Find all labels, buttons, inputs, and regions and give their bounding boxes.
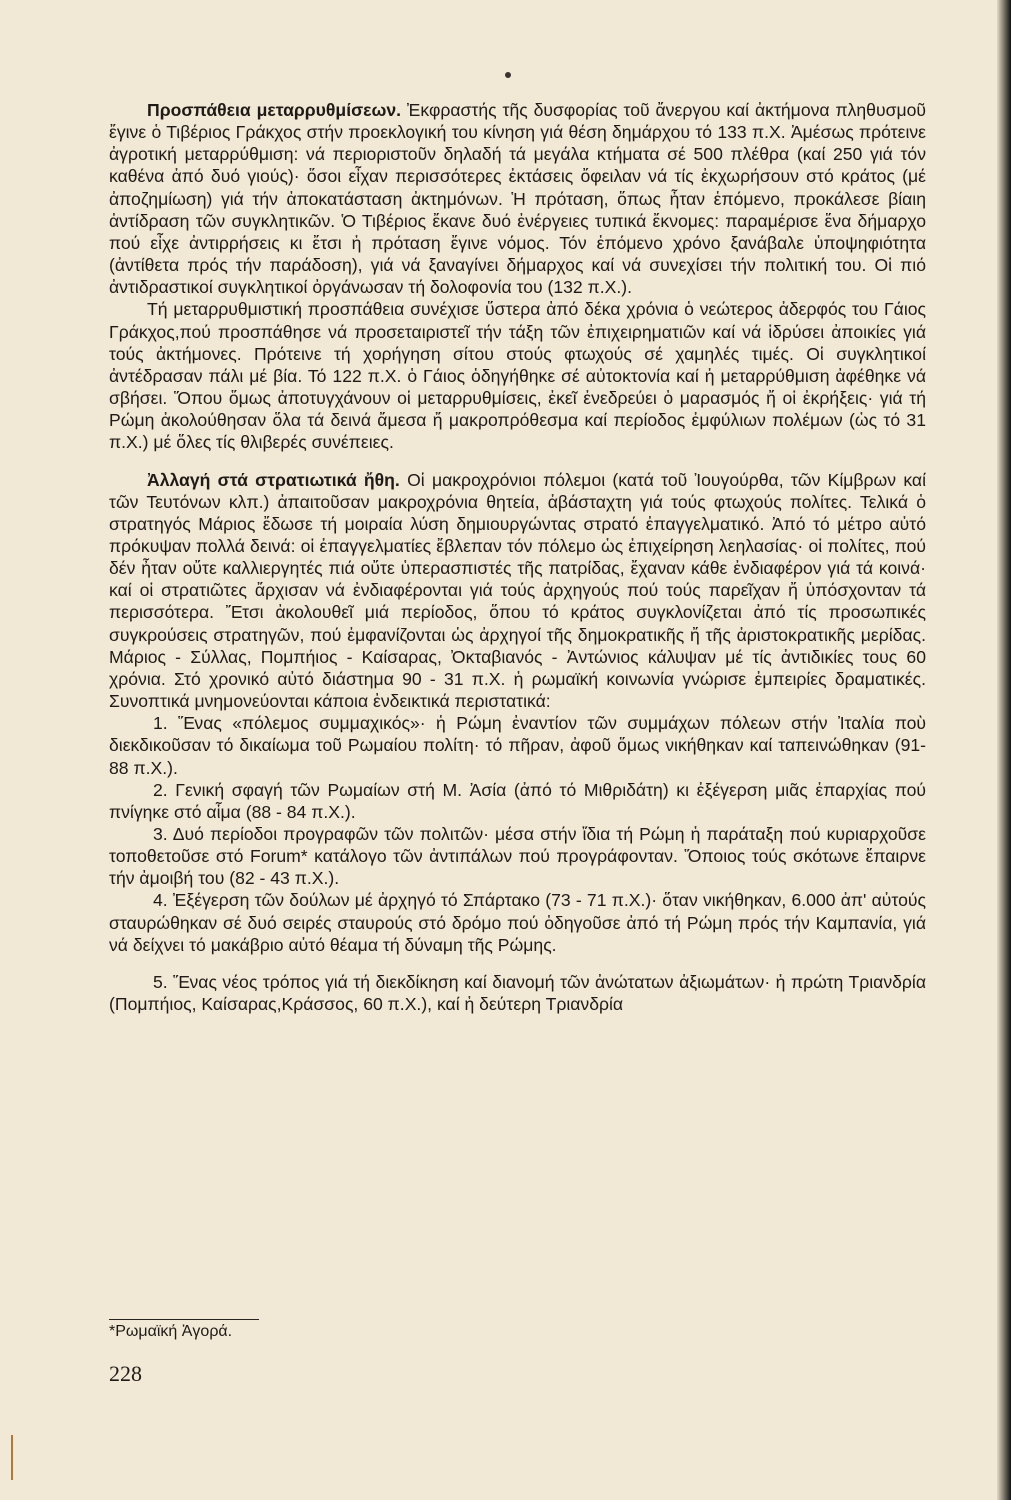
paragraph-reform-text: Ἐκφραστής τῆς δυσφορίας τοῦ ἄνεργου καί ἀκτήμονα πληθυσμοῦ ἔγινε ὁ Τιβέριος Γράκχος στήν προεκλογική του κίνηση γιά θέση δημάρχου τό 133 π.Χ. Ἀμέσως πρότεινε ἀγροτική μεταρρύθμιση: νά περιοριστοῦν δηλαδή τά μεγάλα κτήματα σέ 500 πλέθρα (καί 250 γιά τόν καθένα ἀπό δυό γιούς)· ὅσοι εἶχαν περισσότερες ἐκτάσεις ὄφειλαν νά τίς ἐκχωρήσουν στό κράτος (μέ ἀποζημίωση) γιά τήν ἀποκατάσταση ἀκτημόνων. Ἡ πρόταση, ὅπως ἦταν ἑπόμενο, προκάλεσε βίαιη ἀντίδραση τῶν συγκλητικῶν. Ὁ Τιβέριος ἔκανε δυό ἐνέργειες τυπικά ἔκνομες: παραμέρισε ἕνα δήμαρχο πού εἶχε ἀντιρρήσεις κι ἔτσι ἡ πρόταση ἔγινε νόμος. Τόν ἑπόμενο χρόνο ξανάβαλε ὑποψηφιότητα (ἀντίθετα πρός τήν παράδοση), γιά νά ξαναγίνει δήμαρχος καί νά συνεχίσει τήν πολιτική του. Οἱ πιό ἀντιδραστικοί συγκλητικοί ὀργάνωσαν τή δολοφονία του (132 π.Χ.).	[109, 100, 926, 298]
footnote: *Ρωμαϊκή Ἀγορά.	[109, 1323, 233, 1340]
list-item-4: 4. Ἐξέγερση τῶν δούλων μέ ἀρχηγό τό Σπάρτακο (73 - 71 π.Χ.)· ὅταν νικήθηκαν, 6.000 ἀπ' αὐτούς σταυρώθηκαν σέ δυό σειρές σταυρούς στό δρόμο πού ὁδηγοῦσε ἀπό τή Ρώμη πρός τήν Καμπανία, γιά νά δείχνει τό μακάβριο αὐτό θέαμα τή δύναμη τῆς Ρώμης.	[109, 890, 926, 955]
paragraph-gaius: Τή μεταρρυθμιστική προσπάθεια συνέχισε ὕστερα ἀπό δέκα χρόνια ὁ νεώτερος ἀδερφός του Γάιος Γράκχος,πού προσπάθησε νά προσεταιριστεῖ τήν τάξη τῶν ἐπιχειρηματιῶν καί νά ἱδρύσει ἀποικίες γιά τούς ἀκτήμονες. Πρότεινε τή χορήγηση σίτου στούς φτωχούς σέ χαμηλές τιμές. Οἱ συγκλητικοί ἀντέδρασαν πάλι μέ βία. Τό 122 π.Χ. ὁ Γάιος ὁδηγήθηκε σέ αὐτοκτονία καί ἡ μεταρρύθμιση ἀφέθηκε νά σβήσει. Ὅπου ὅμως ἀποτυγχάνουν οἱ μεταρρυθμίσεις, ἐκεῖ ἐνεδρεύει ὁ μαρασμός ἤ οἱ ἐκρήξεις· γιά τή Ρώμη ἀκολούθησαν ὅλα τά δεινά ἄμεσα ἤ μακροπρόθεσμα καί περίοδος ἐμφύλιων πολέμων (ὡς τό 31 π.Χ.) μέ ὅλες τίς θλιβερές συνέπειες.	[109, 299, 926, 453]
page-edge-shadow	[997, 0, 1011, 1500]
heading-reform-attempts: Προσπάθεια μεταρρυθμίσεων.	[147, 100, 402, 120]
list-item-1: 1. Ἕνας «πόλεμος συμμαχικός»· ἡ Ρώμη ἐναντίον τῶν συμμάχων πόλεων στήν Ἰταλία ποὺ διεκδικοῦσαν τό δικαίωμα τοῦ Ρωμαίου πολίτη· τό πῆραν, ἀφοῦ ὅμως νικήθηκαν καί ταπεινώθηκαν (91-88 π.Χ.).	[109, 713, 926, 778]
print-speck	[505, 72, 511, 78]
list-item-5: 5. Ἕνας νέος τρόπος γιά τή διεκδίκηση καί διανομή τῶν ἀνώτατων ἀξιωμάτων· ἡ πρώτη Τριανδρία (Πομπήιος, Καίσαρας,Κράσσος, 60 π.Χ.), καί ἡ δεύτερη Τριανδρία	[109, 971, 926, 1015]
paragraph-military-text: Οἱ μακροχρόνιοι πόλεμοι (κατά τοῦ Ἰουγούρθα, τῶν Κίμβρων καί τῶν Τευτόνων κλπ.) ἀπαιτοῦσαν μακροχρόνια θητεία, ἀβάσταχτη γιά τούς φτωχούς πολίτες. Τελικά ὁ στρατηγός Μάριος ἔδωσε τή μοιραία λύση δημιουργώντας στρατό ἐπαγγελματικό. Ἀπό τό μέτρο αὐτό πρόκυψαν πολλά δεινά: οἱ ἐπαγγελματίες ἔβλεπαν τόν πόλεμο ὡς ἐπιχείρηση λεηλασίας· οἱ πολίτες, πού δέν ἦταν οὔτε καλλιεργητές πιά οὔτε ὑπερασπιστές τῆς πατρίδας, ἔχαναν κάθε ἐνδιαφέρον γιά τά κοινά· καί οἱ στρατιῶτες ἄρχισαν νά ἐνδιαφέρονται γιά τούς ἀρχηγούς πού τούς παρεῖχαν ἤ ὑπόσχονταν τά περισσότερα. Ἔτσι ἀκολουθεῖ μιά περίοδος, ὅπου τό κράτος συγκλονίζεται ἀπό τίς προσωπικές συγκρούσεις στρατηγῶν, πού ἐμφανίζονται ὡς ἀρχηγοί τῆς δημοκρατικῆς ἤ τῆς ἀριστοκρατικῆς μερίδας. Μάριος - Σύλλας, Πομπήιος - Καίσαρας, Ὀκταβιανός - Ἀντώνιος κάλυψαν μέ τίς ἀντιδικίες τους 60 χρόνια. Στό χρονικό αὐτό διάστημα 90 - 31 π.Χ. ἡ ρωμαϊκή κοινωνία γνώρισε ἐμπειρίες δραματικές. Συνοπτικά μνημονεύονται κάποια ἐνδεικτικά περιστατικά:	[109, 469, 927, 712]
margin-mark	[11, 1435, 13, 1480]
list-item-3: 3. Δυό περίοδοι προγραφῶν τῶν πολιτῶν· μέσα στήν ἴδια τή Ρώμη ἡ παράταξη πού κυριαρχοῦσε τοποθετοῦσε στό Forum* κατάλογο τῶν ἀντιπάλων πού προγράφονταν. Ὅποιος τούς σκότωνε ἔπαιρνε τήν ἀμοιβή του (82 - 43 π.Χ.).	[109, 824, 926, 889]
page-number: 228	[109, 1361, 142, 1386]
footnote-divider	[109, 1319, 259, 1320]
list-item-2: 2. Γενική σφαγή τῶν Ρωμαίων στή Μ. Ἀσία (ἀπό τό Μιθριδάτη) κι ἐξέγερση μιᾶς ἐπαρχίας πού πνίγηκε στό αἷμα (88 - 84 π.Χ.).	[109, 779, 926, 822]
body-text	[109, 99, 926, 1015]
paragraph-military	[109, 469, 926, 713]
paragraph-reform	[109, 99, 926, 298]
heading-military-change: Ἀλλαγή στά στρατιωτικά ἤθη.	[147, 469, 400, 490]
